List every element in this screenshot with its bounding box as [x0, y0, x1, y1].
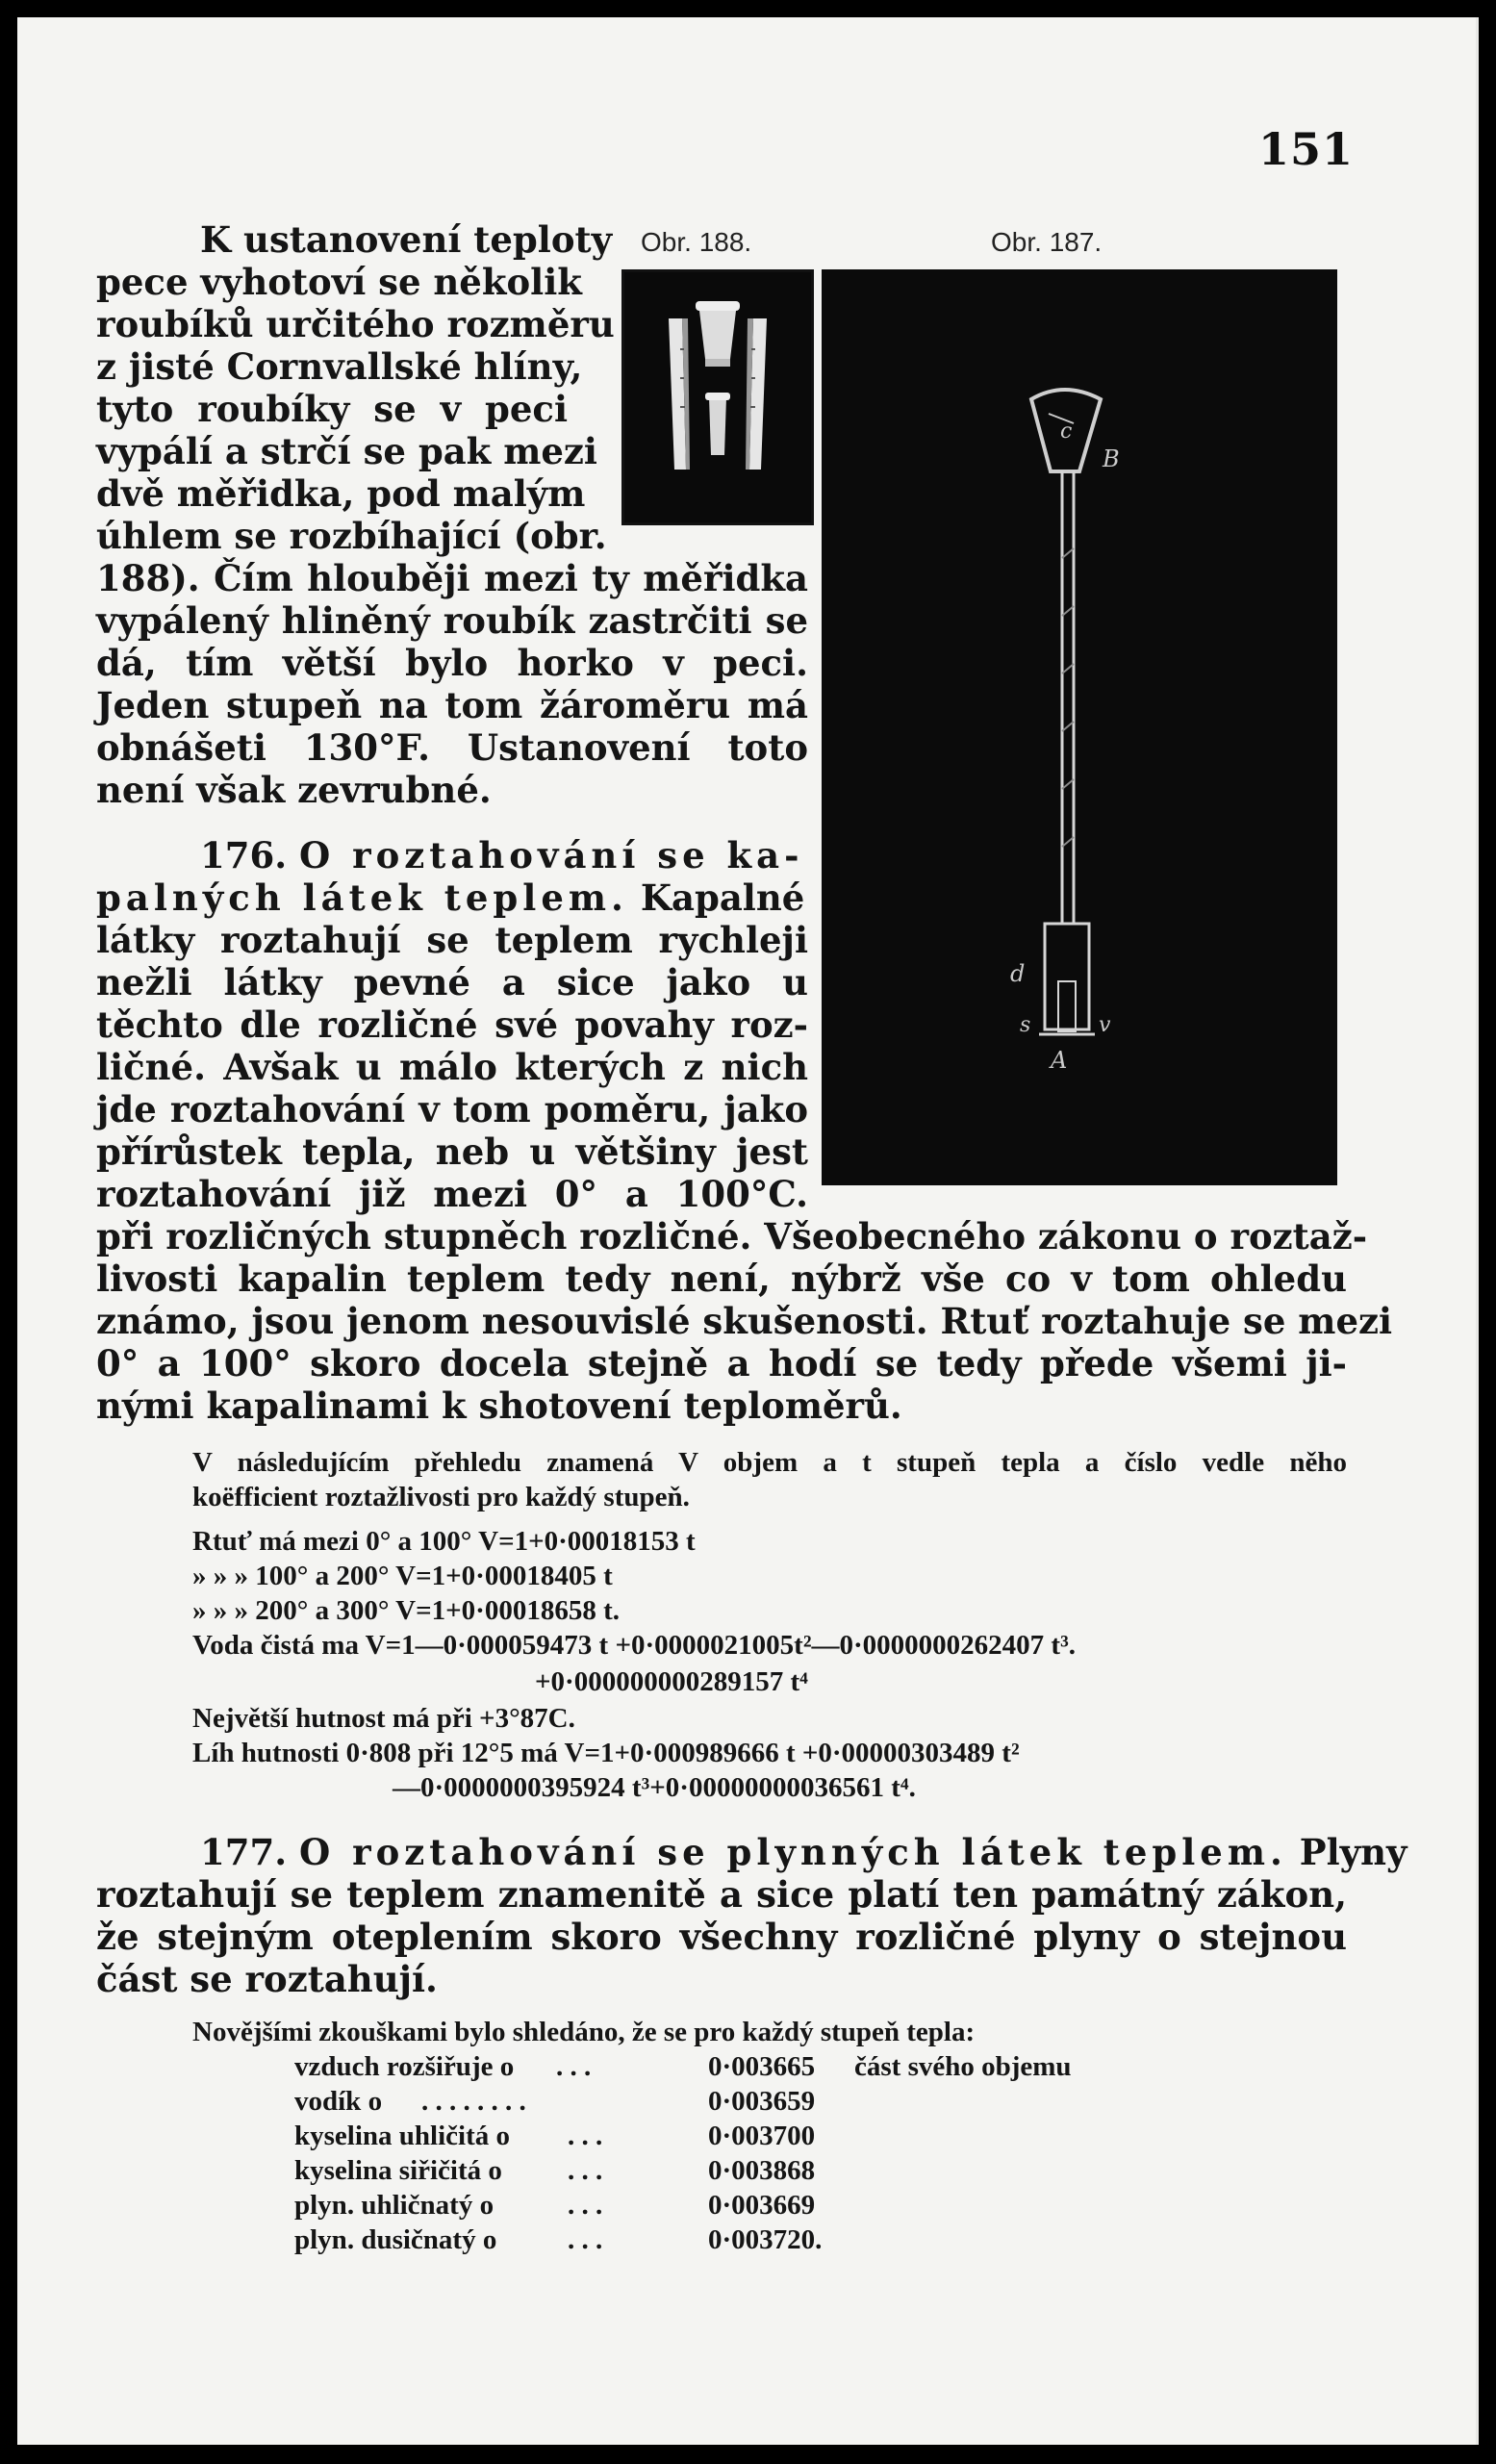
formula-line: —0·0000000395924 t³+0·00000000036561 t⁴. — [393, 1772, 916, 1803]
gas-name: vzduch rozšiřuje o — [294, 2051, 515, 2082]
text-line: úhlem se rozbíhající (obr. — [96, 515, 607, 557]
text-line: při rozličných stupněch rozličné. Všeobecného zákonu o roztaž- — [96, 1215, 1368, 1257]
text-line: z jisté Cornvallské hlíny, — [96, 345, 583, 388]
text-line: nými kapalinami k shotovení teploměrů. — [96, 1384, 902, 1427]
label-d: d — [1010, 960, 1026, 987]
text-line: látky roztahují se teplem rychleji — [96, 919, 808, 961]
label-b: B — [1103, 445, 1120, 472]
label-s: s — [1020, 1013, 1031, 1037]
section-177-heading — [200, 1832, 1407, 1874]
gas-value: 0·003665 — [708, 2051, 816, 2082]
text-line: část se roztahují. — [96, 1958, 438, 2000]
figure-187-image — [822, 269, 1337, 1185]
gas-name: kyselina siřičitá o — [294, 2155, 502, 2186]
text-line: Plyny — [1299, 1831, 1407, 1873]
text-line: livosti kapalin teplem tedy není, nýbrž vše co v tom ohledu — [96, 1257, 1347, 1300]
pyrometer-gauges-illustration — [624, 272, 811, 522]
gas-name: kyselina uhličitá o — [294, 2121, 510, 2151]
text-line: roztahování již mezi 0° a 100°C. — [96, 1173, 808, 1215]
formula-line: » » » 100° a 200° V=1+0·00018405 t — [192, 1561, 613, 1591]
gas-value: 0·003659 — [708, 2086, 816, 2117]
text-line: vypálí a strčí se pak mezi — [96, 430, 597, 472]
section-176-heading-cont — [96, 877, 804, 920]
gas-value: 0·003700 — [708, 2121, 816, 2151]
text-line: tyto roubíky se v peci — [96, 388, 568, 430]
leader-dots: . . . . . . . . — [421, 2086, 526, 2117]
section-176-title-b: palných látek teplem. — [96, 876, 628, 919]
formula-line: Největší hutnost má při +3°87C. — [192, 1703, 575, 1734]
text-line: Kapalné — [640, 876, 805, 919]
gas-value: 0·003720. — [708, 2224, 823, 2255]
text-line: známo, jsou jenom nesouvislé skušenosti. Rtuť roztahuje se mezi — [96, 1300, 1393, 1342]
text-line: přírůstek tepla, neb u většiny jest — [96, 1130, 808, 1173]
formula-line: +0·000000000289157 t⁴ — [535, 1666, 808, 1697]
gas-name: plyn. dusičnatý o — [294, 2224, 497, 2255]
text-line: není však zevrubné. — [96, 769, 492, 811]
section-177-title: O roztahování se plynných látek teplem. — [299, 1831, 1287, 1873]
text-line: obnášeti 130°F. Ustanovení toto — [96, 726, 808, 769]
gas-name: vodík o — [294, 2086, 383, 2117]
leader-dots: . . . — [556, 2051, 592, 2082]
section-176-heading — [200, 835, 804, 877]
gas-name: plyn. uhličnatý o — [294, 2190, 494, 2221]
gas-note: část svého objemu — [854, 2051, 1072, 2082]
page-number: 151 — [1258, 123, 1355, 175]
section-177-number: 177. — [200, 1831, 288, 1873]
text-line: 188). Čím hlouběji mezi ty měřidka — [96, 557, 808, 599]
text-line: jde roztahování v tom poměru, jako — [96, 1088, 808, 1130]
text-line: že stejným oteplením skoro všechny rozličné plyny o stejnou — [96, 1916, 1347, 1958]
text-line: roztahují se teplem znamenitě a sice platí ten památný zákon, — [96, 1873, 1347, 1916]
note-line: koëfficient roztažlivosti pro každý stupeň. — [192, 1482, 690, 1512]
dilatometer-illustration — [822, 269, 1337, 1185]
figure-187-caption: Obr. 187. — [991, 227, 1103, 257]
leader-dots: . . . — [568, 2190, 603, 2221]
figure-188-caption: Obr. 188. — [641, 227, 752, 257]
formula-line: Líh hutnosti 0·808 při 12°5 má V=1+0·000989666 t +0·00000303489 t² — [192, 1738, 1020, 1768]
leader-dots: . . . — [568, 2155, 603, 2186]
formula-line: » » » 200° a 300° V=1+0·00018658 t. — [192, 1595, 620, 1626]
note-line: V následujícím přehledu znamená V objem a t stupeň tepla a číslo vedle něho — [192, 1447, 1347, 1478]
book-page — [17, 17, 1479, 2445]
text-line: pece vyhotoví se několik — [96, 261, 582, 303]
formula-line: Voda čistá ma V=1—0·000059473 t +0·0000021005t²—0·0000000262407 t³. — [192, 1630, 1077, 1661]
text-line: K ustanovení teploty — [200, 218, 613, 261]
gas-value: 0·003868 — [708, 2155, 816, 2186]
text-line: dvě měřidka, pod malým — [96, 472, 586, 515]
gas-intro: Novějšími zkouškami bylo shledáno, že se pro každý stupeň tepla: — [192, 2017, 976, 2047]
text-line: dá, tím větší bylo horko v peci. — [96, 642, 808, 684]
text-line: vypálený hliněný roubík zastrčiti se — [96, 599, 808, 642]
leader-dots: . . . — [568, 2224, 603, 2255]
text-line: roubíků určitého rozměru — [96, 303, 615, 345]
gas-value: 0·003669 — [708, 2190, 816, 2221]
label-v: v — [1099, 1013, 1111, 1037]
text-line: těchto dle rozličné své povahy roz- — [96, 1003, 808, 1046]
section-176-title-a: O roztahování se ka- — [299, 834, 804, 876]
label-c: c — [1060, 419, 1073, 444]
text-line: 0° a 100° skoro docela stejně a hodí se tedy přede všemi ji- — [96, 1342, 1347, 1384]
leader-dots: . . . — [568, 2121, 603, 2151]
text-line: nežli látky pevné a sice jako u — [96, 961, 808, 1003]
formula-line: Rtuť má mezi 0° a 100° V=1+0·00018153 t — [192, 1526, 696, 1557]
text-line: Jeden stupeň na tom žároměru má — [96, 684, 808, 726]
text-line: ličné. Avšak u málo kterých z nich — [96, 1046, 808, 1088]
label-a: A — [1051, 1047, 1068, 1074]
figure-188-image — [621, 269, 814, 525]
section-176-number: 176. — [200, 834, 288, 876]
